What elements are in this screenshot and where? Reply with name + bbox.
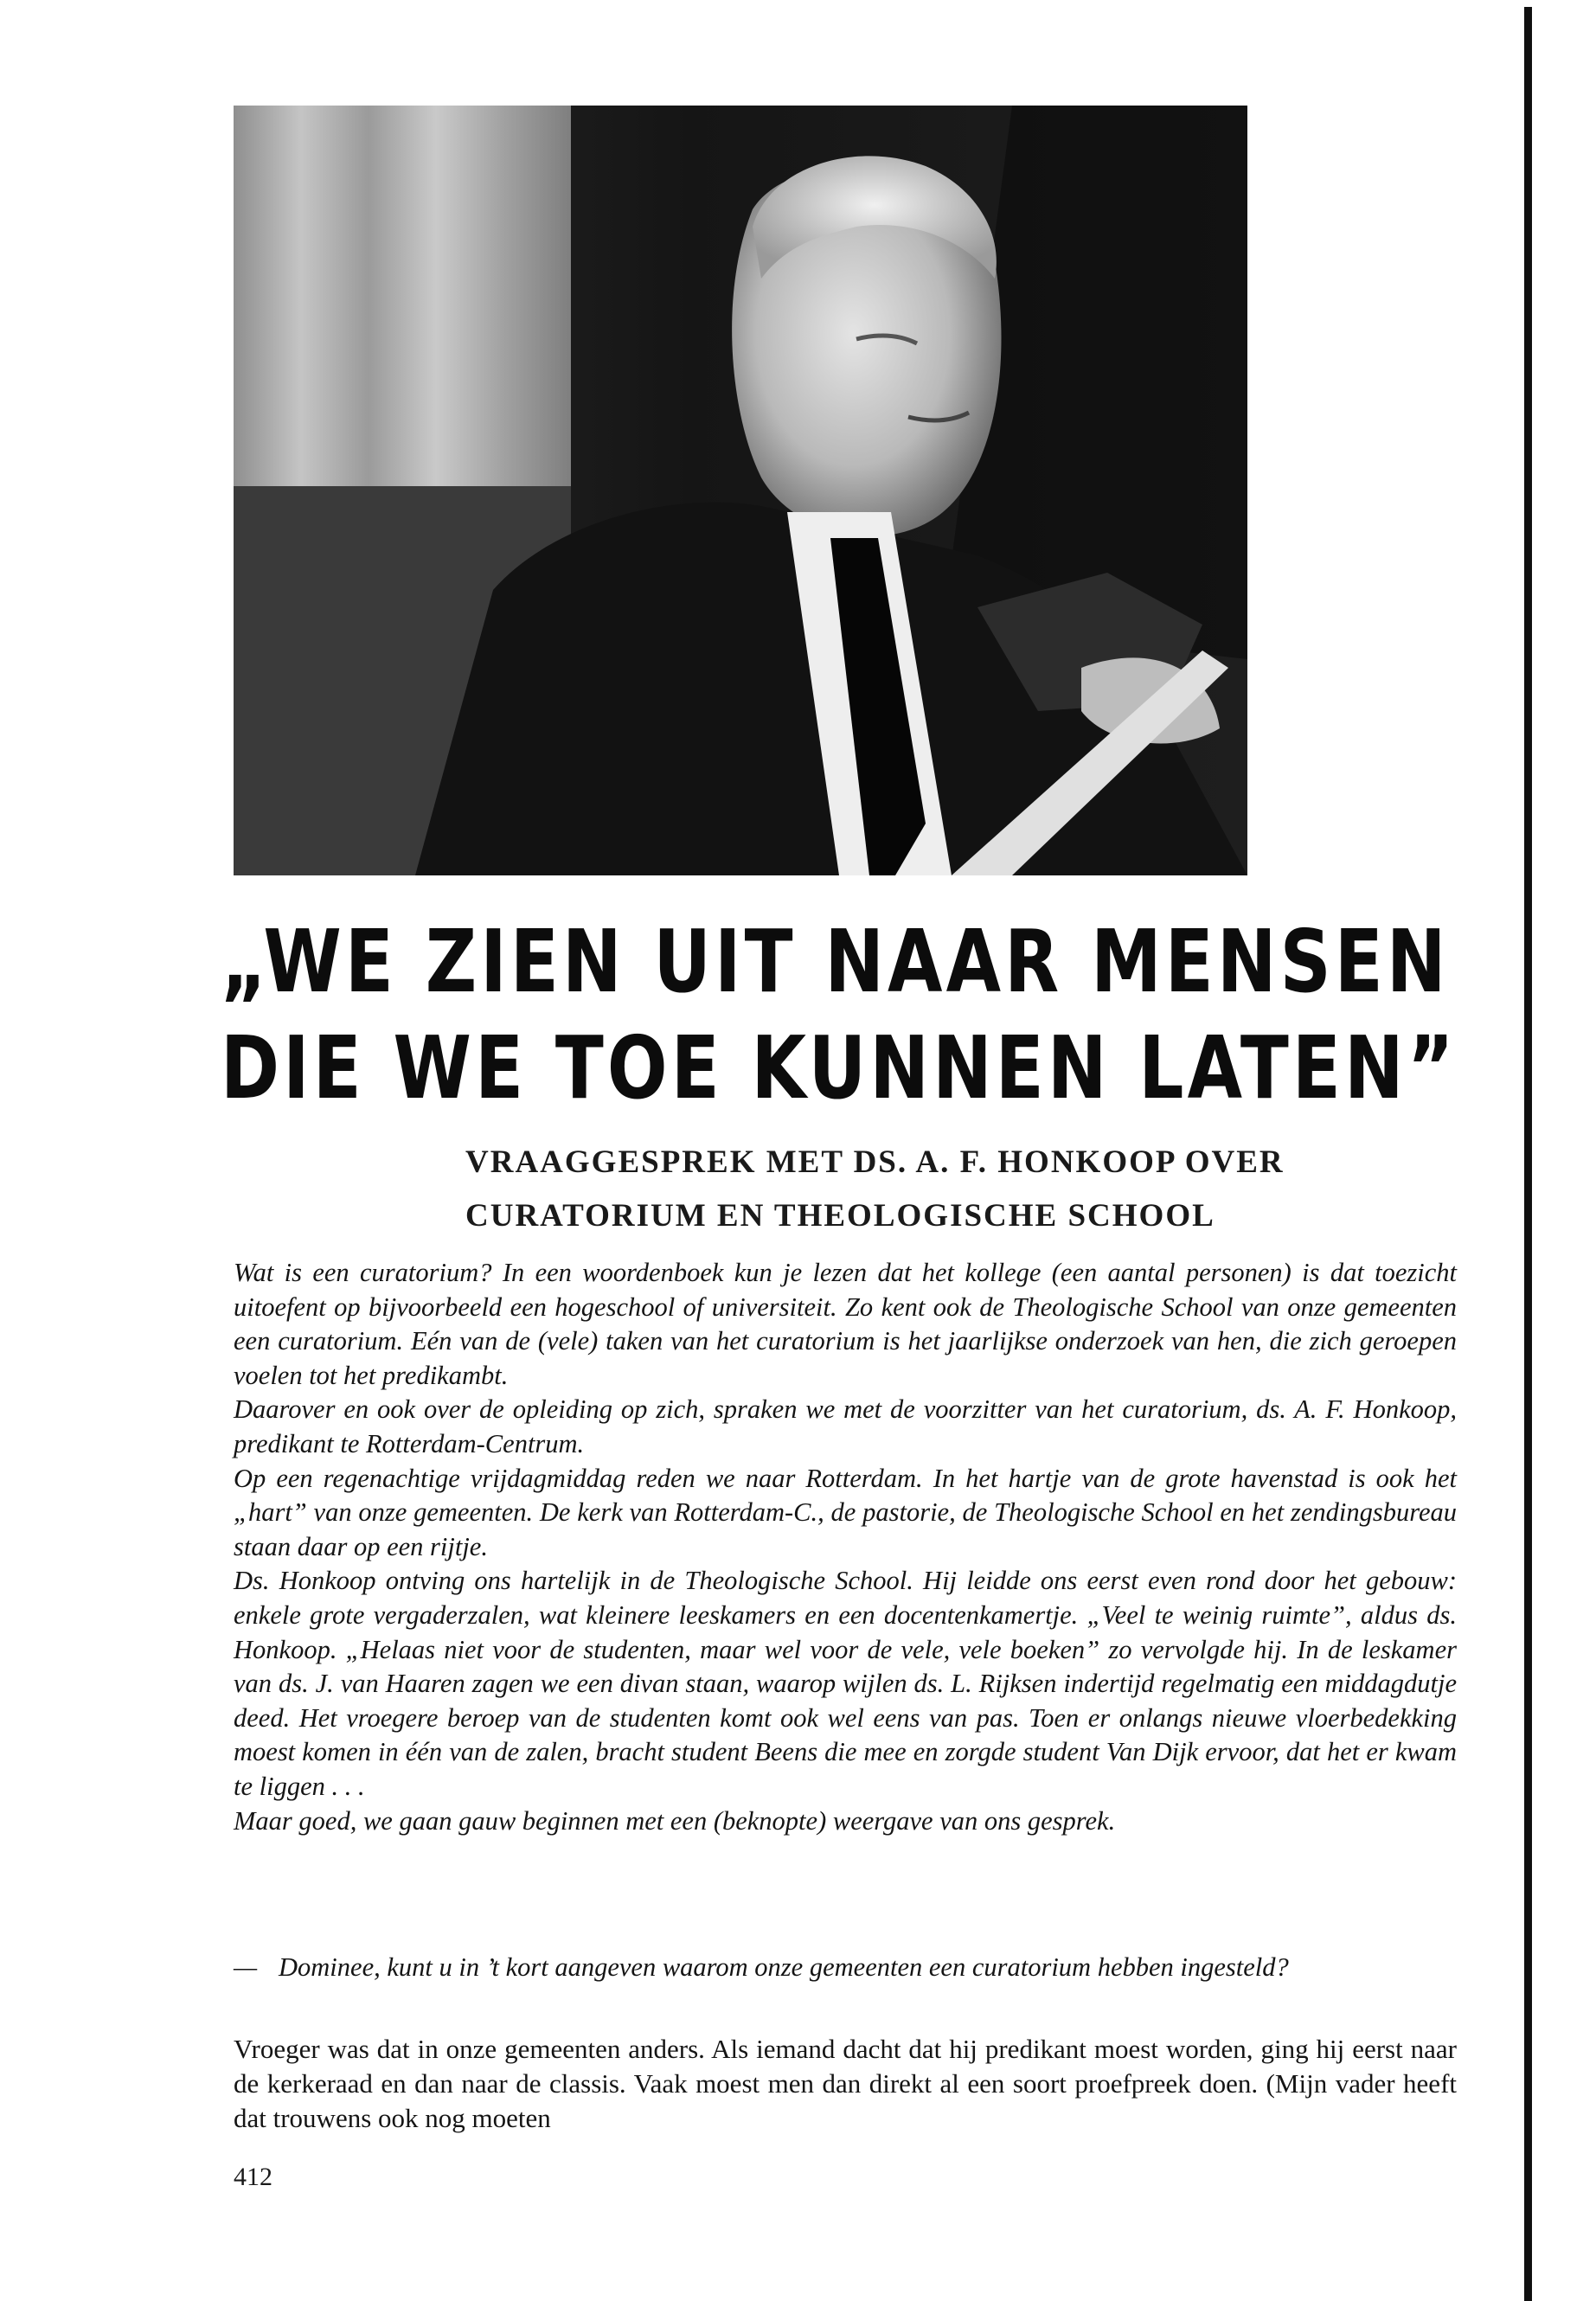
- portrait-photo-drawing: [234, 106, 1247, 875]
- headline-line-2: DIE WE TOE KUNNEN LATEN”: [221, 1017, 1458, 1118]
- intro-text: [234, 1256, 1457, 1838]
- intro-paragraph: Op een regenachtige vrijdagmiddag reden we naar Rotterdam. In het hartje van de grote havenstad is ook het „hart” van onze gemeenten. De kerk van Rotterdam-C., de pastorie, de Theologische School en het zendingsbureau staan daar op een rijtje.: [234, 1463, 1457, 1561]
- intro-paragraph: Maar goed, we gaan gauw beginnen met een (beknopte) weergave van ons gesprek.: [234, 1805, 1116, 1836]
- page-number: 412: [234, 2163, 272, 2191]
- subtitle-line-1: VRAAGGESPREK MET DS. A. F. HONKOOP OVER: [465, 1144, 1285, 1180]
- headline-line-1: „WE ZIEN UIT NAAR MENSEN: [221, 911, 1450, 1012]
- intro-paragraph: Daarover en ook over de opleiding op zich, spraken we met de voorzitter van het curatorium, ds. A. F. Honkoop, predikant te Rotterdam-Centrum.: [234, 1394, 1457, 1458]
- question-text: Dominee, kunt u in ’t kort aangeven waarom onze gemeenten een curatorium hebben ingesteld?: [279, 1952, 1289, 1982]
- interview-answer: [234, 2032, 1457, 2136]
- page-edge-rule: [1524, 7, 1532, 2301]
- subtitle-line-2: CURATORIUM EN THEOLOGISCHE SCHOOL: [465, 1198, 1215, 1234]
- intro-paragraph: Wat is een curatorium? In een woordenboek kun je lezen dat het kollege (een aantal personen) is dat toezicht uitoefent op bijvoorbeeld een hogeschool of universiteit. Zo kent ook de Theologische School van onze gemeenten een curatorium. Eén van de (vele) taken van het curatorium is het jaarlijkse onderzoek van hen, die zich geroepen voelen tot het predikambt.: [234, 1258, 1457, 1390]
- question-dash: —: [234, 1952, 258, 1982]
- portrait-photo: [234, 106, 1247, 875]
- answer-paragraph: Vroeger was dat in onze gemeenten anders. Als iemand dacht dat hij predikant moest worden, ging hij eerst naar de kerkeraad en dan naar de classis. Vaak moest men dan direkt al een soort proefpreek doen. (Mijn vader heeft dat trouwens ook nog moeten: [234, 2034, 1457, 2133]
- intro-paragraph: Ds. Honkoop ontving ons hartelijk in de Theologische School. Hij leidde ons eerst even rond door het gebouw: enkele grote vergaderzalen, wat kleinere leeskamers en een docentenkamertje. „Veel te weinig ruimte”, aldus ds. Honkoop. „Helaas niet voor de studenten, maar wel voor de vele, vele boeken” zo vervolgde hij. In de leskamer van ds. J. van Haaren zagen we een divan staan, waarop wijlen ds. L. Rijksen indertijd regelmatig een middagdutje deed. Het vroegere beroep van de studenten komt ook wel eens van pas. Toen er onlangs nieuwe vloerbedekking moest komen in één van de zalen, bracht student Beens die mee en zorgde student Van Dijk ervoor, dat het er kwam te liggen . . .: [234, 1566, 1457, 1801]
- interview-question: [234, 1951, 1457, 1985]
